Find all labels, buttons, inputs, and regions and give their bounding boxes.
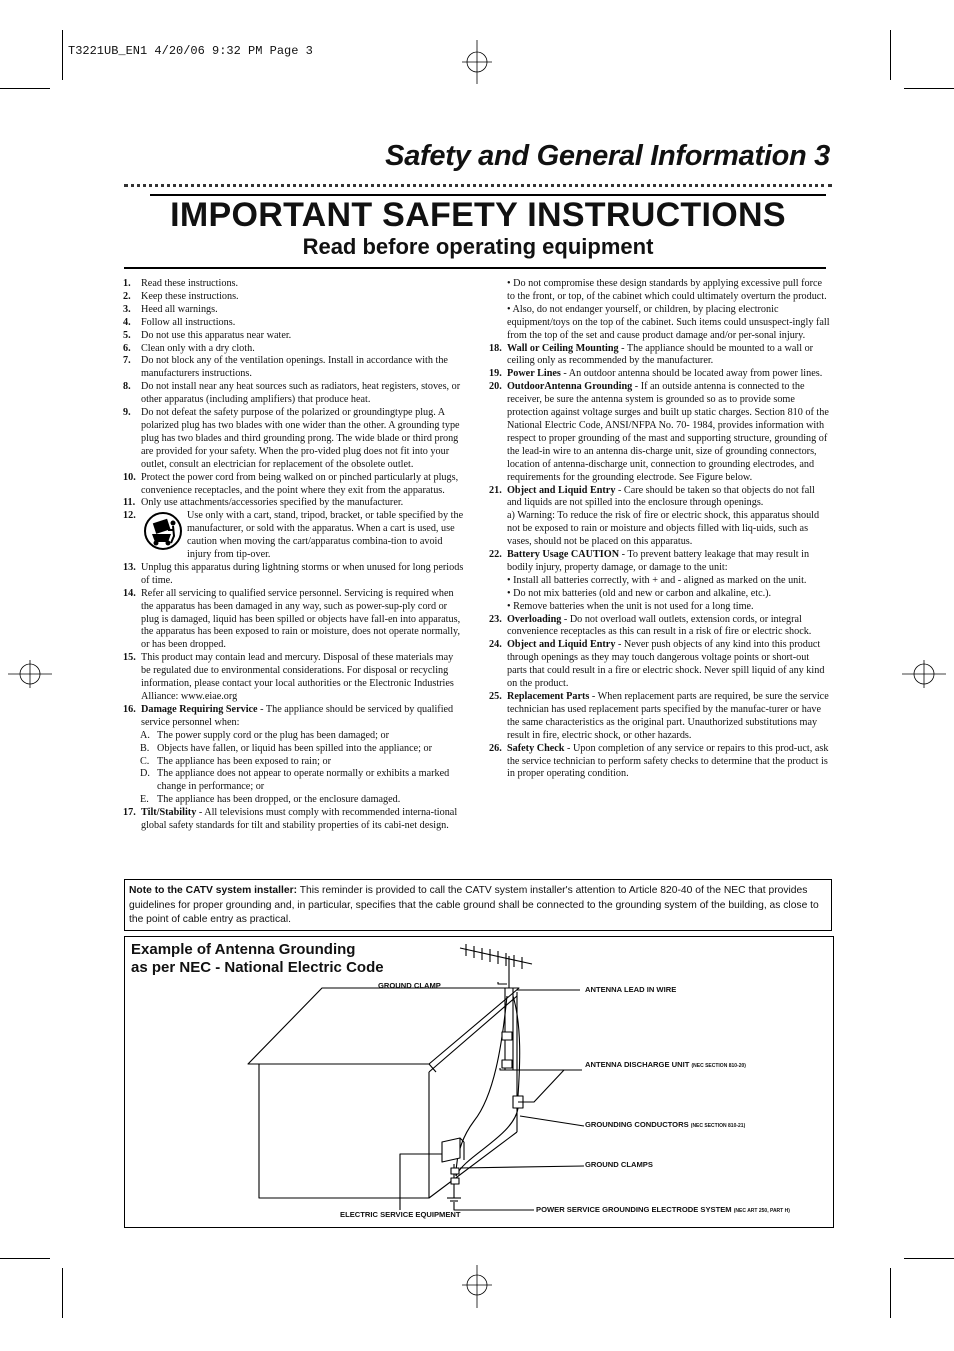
item-16-subitems xyxy=(123,730,464,807)
instructions-list-continued xyxy=(489,343,831,782)
list-item: 10. Protect the power cord from being walked on or pinched particularly at plugs, convenience receptacles, and the point where they exit from the apparatus. xyxy=(123,471,459,496)
list-item: 21. Object and Liquid Entry - Care should be taken so that objects do not fall and liquids are not spilled into the enclosure through openings. a) Warning: To reduce the risk of fire or electric shock, this apparatus should not be exposed to rain or moisture and objects filled with liq-uids, such as vases, should not be placed on this apparatus. xyxy=(489,485,831,550)
label-electric-service-equipment: ELECTRIC SERVICE EQUIPMENT xyxy=(340,1210,461,1219)
list-item: 9. Do not defeat the safety purpose of the polarized or groundingtype plug. A polarized plug has two blades with one wider than the other. A grounding type plug has two blades and third grounding prong. The wide blade or third prong are provided for your safety. When the pro-vided plug does not fit into your outlet, consult an electrician for replacement of the obsolete outlet. xyxy=(123,407,460,470)
antenna-grounding-diagram xyxy=(124,936,834,1228)
list-item: 24. Object and Liquid Entry - Never push objects of any kind into this product through openings as they may touch dangerous voltage points or short-out parts that could result in a fire or electric shock. Never spill liquid of any kind on the product. xyxy=(489,639,825,690)
label-antenna-lead-in-wire: ANTENNA LEAD IN WIRE xyxy=(585,985,677,994)
antenna-elements xyxy=(466,944,522,969)
page-header-title: Safety and General Information 3 xyxy=(385,140,830,172)
label-antenna-discharge-unit: ANTENNA DISCHARGE UNIT (NEC SECTION 810-20) xyxy=(585,1060,746,1069)
label-grounding-conductors: GROUNDING CONDUCTORS (NEC SECTION 810-21) xyxy=(585,1120,746,1129)
list-item: 18. Wall or Ceiling Mounting - The appliance should be mounted to a wall or ceiling only as recommended by the manufacturer. xyxy=(489,342,814,367)
list-item-detail: • Install all batteries correctly, with + and - aligned as marked on the unit. xyxy=(507,574,807,586)
roof-shape xyxy=(248,988,519,1064)
sub-item: E. The appliance has been dropped, or the enclosure damaged. xyxy=(140,794,401,806)
list-item: 8. Do not install near any heat sources such as radiators, heat registers, stoves, or other apparatus (including amplifiers) that produce heat. xyxy=(123,381,461,406)
note-heading: Note to the CATV system installer: xyxy=(129,885,298,896)
list-item: 14. Refer all servicing to qualified service personnel. Servicing is required when the apparatus has been damaged in any way, such as power-sup-ply cord or plug is damaged, liquid has been spilled or objects have fall-en into apparatus, the apparatus has been exposed to rain or moisture, does not operate normally, or has been dropped. xyxy=(123,587,461,651)
list-item: 7. Do not block any of the ventilation openings. Install in accordance with the manufacturers instructions. xyxy=(123,355,448,380)
list-item: 19. Power Lines - An outdoor antenna should be located away from power lines. xyxy=(489,368,823,380)
title-bottom-rule xyxy=(124,267,826,269)
list-item: 15. This product may contain lead and mercury. Disposal of these materials may be regulated due to environmental considerations. For disposal or recycling information, please contact your local authorities or the Electronic Industries Alliance: www.eiae.org xyxy=(123,652,454,702)
sub-item: B. Objects have fallen, or liquid has been spilled into the appliance; or xyxy=(140,742,432,754)
list-item: 3. Heed all warnings. xyxy=(123,303,218,315)
list-item: 6. Clean only with a dry cloth. xyxy=(123,342,255,354)
left-column xyxy=(123,278,464,833)
list-item: 22. Battery Usage CAUTION - To prevent battery leakage that may result in bodily injury, property damage, or damage to the unit: • Install all batteries correctly, with + and - aligned as marked on the unit. • Do not mix batteries (old and new or carbon and alkaline, etc.). • Remove batteries when the unit is not used for a long time. xyxy=(489,549,831,614)
list-item: 13. Unplug this apparatus during lightning storms or when unused for long periods of time. xyxy=(123,561,464,586)
list-item-16: 16. Damage Requiring Service - The appliance should be serviced by qualified service personnel when: xyxy=(123,703,454,728)
label-ground-clamps: GROUND CLAMPS xyxy=(585,1160,653,1169)
dotted-divider xyxy=(124,184,832,187)
main-title: IMPORTANT SAFETY INSTRUCTIONS xyxy=(170,196,786,234)
note-text: This reminder is provided to call the CATV system installer's attention to Article 820-40 of the NEC that provides guidelines for proper grounding and, in particular, specifies that the cable ground shall be connected to the grounding system of the building, as close to the point of cable entry as practical. xyxy=(129,885,819,925)
list-item-detail: • Do not mix batteries (old and new or carbon and alkaline, etc.). xyxy=(507,587,772,599)
sub-title: Read before operating equipment xyxy=(302,234,654,259)
list-item: 23. Overloading - Do not overload wall outlets, extension cords, or integral convenience receptacles as this can result in a risk of fire or electric shock. xyxy=(489,613,812,638)
list-item-17: 17. Tilt/Stability - All televisions must comply with recommended interna-tional global safety standards for tilt and stability properties of its cabi-net design. xyxy=(123,807,458,832)
list-item: 2. Keep these instructions. xyxy=(123,290,239,302)
sub-item: C. The appliance has been exposed to rain; or xyxy=(140,755,331,767)
list-item: 4. Follow all instructions. xyxy=(123,316,236,328)
list-item: 5. Do not use this apparatus near water. xyxy=(123,329,292,341)
list-item: 20. OutdoorAntenna Grounding - If an outside antenna is connected to the receiver, be sure the antenna system is grounded so as to provide some protection against voltage surges and built up static charges. Section 810 of the National Electric Code, ANSI/NFPA No. 70- 1984, provides information with respect to proper grounding of the mast and supporting structure, grounding of the lead-in wire to an antenna dis-charge unit, size of grounding connectors, location of antenna-discharge unit, connection to grounding electrodes, and requirements for the grounding electrode. See Figure below. xyxy=(489,381,829,483)
label-grounding-electrode-system: POWER SERVICE GROUNDING ELECTRODE SYSTEM (NEC ART 250, PART H) xyxy=(536,1205,790,1214)
list-item: 12. Use only with a cart, stand, tripod, bracket, or table specified by the manufacturer, or sold with the apparatus. When a cart is used, use caution when moving the cart/apparatus combina-tion to avoid injury from tip-over. xyxy=(123,510,464,561)
example-title: Example of Antenna Grounding as per NEC - National Electric Code xyxy=(131,941,384,976)
list-item: 1. Read these instructions. xyxy=(123,278,239,289)
bullet-paragraph: • Do not compromise these design standards by applying excessive pull force to the front, or top, of the cabinet which could ultimately overturn the product. xyxy=(507,278,827,302)
bullet-paragraph: • Also, do not endanger yourself, or children, by placing electronic equipment/toys on the top of the cabinet. Such items could unsuspect-ingly fall from the top of the set and cause product damage and/or per-sonal injury. xyxy=(507,303,830,341)
list-item: 11. Only use attachments/accessories specified by the manufacturer. xyxy=(123,497,404,509)
tilt-bullets xyxy=(489,278,831,343)
list-item: 25. Replacement Parts - When replacement parts are required, be sure the service technician has used replacement parts specified by the manufac-turer or have the same characteristics as the original part. Unauthorized substitutions may result in fire, electric shock, or other hazards. xyxy=(489,691,829,741)
instructions-list xyxy=(123,278,464,704)
right-column xyxy=(489,278,831,781)
print-slug: T3221UB_EN1 4/20/06 9:32 PM Page 3 xyxy=(68,44,313,58)
list-item-detail: a) Warning: To reduce the risk of fire or electric shock, this apparatus should not be exposed to rain or moisture and objects filled with liq-uids, such as vases, should not be placed on this apparatus. xyxy=(507,510,820,548)
catv-note-box xyxy=(124,879,832,931)
list-item-detail: • Remove batteries when the unit is not used for a long time. xyxy=(507,600,754,612)
list-item: 26. Safety Check - Upon completion of any service or repairs to this prod-uct, ask the service technician to perform safety checks to determine that the product is in proper operating condition. xyxy=(489,742,829,780)
label-ground-clamp: GROUND CLAMP xyxy=(378,981,441,990)
sub-item: A. The power supply cord or the plug has been damaged; or xyxy=(140,729,389,741)
sub-item: D. The appliance does not appear to operate normally or exhibits a marked change in performance; or xyxy=(140,768,450,793)
cart-tipover-warning-icon xyxy=(143,512,183,550)
